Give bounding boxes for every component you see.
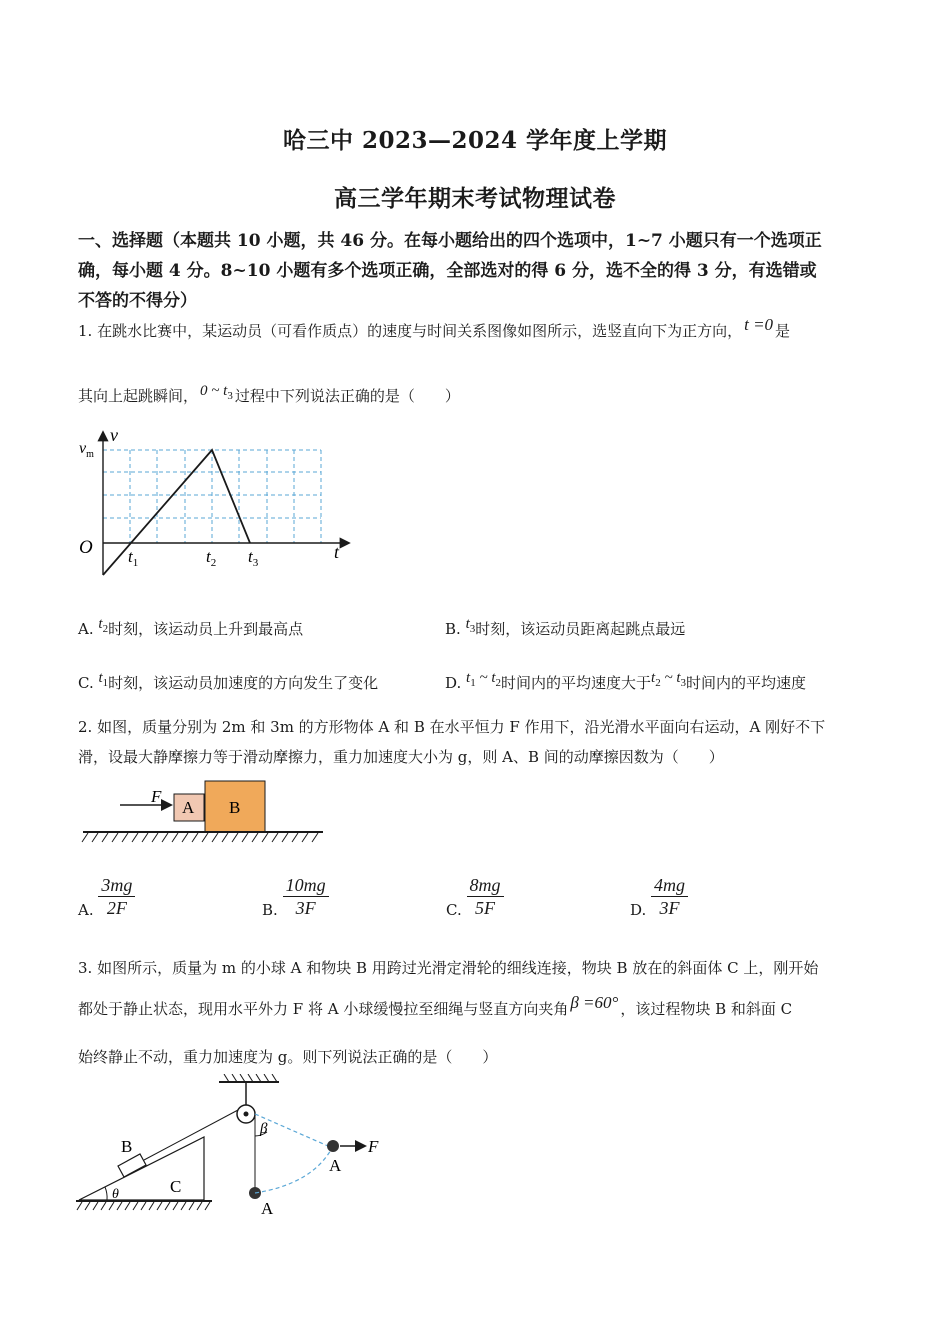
q3-ball-a-final-label: A [329, 1156, 342, 1175]
q2-block-a-label: A [182, 798, 195, 817]
q3-stem-line2: 都处于静止状态，现用水平外力 F 将 A 小球缓慢拉至细绳与竖直方向夹角 β =60° ，该过程物块 B 和斜面 C [78, 993, 793, 1018]
q2-figure [78, 778, 328, 850]
q3-beta-angle: β =60° [570, 993, 619, 1012]
q2-stem-line1: 2. 如图，质量分别为 2m 和 3m 的方形物体 A 和 B 在水平恒力 F 作用下，沿光滑水平面向右运动，A 刚好不下 [78, 718, 826, 736]
q1-graph-grid [103, 450, 321, 543]
q3-incline-c [79, 1137, 204, 1200]
q1-graph-origin: O [79, 537, 93, 558]
q3-force-label: F [368, 1137, 379, 1156]
q2-block-b-label: B [229, 798, 241, 817]
q2-option-a[interactable]: A. $\frac{3mg}{2F}$ [78, 874, 135, 919]
q1-graph-t2: $t_2$ [206, 547, 217, 569]
q1-graph-velocity-line [103, 450, 250, 575]
q2-option-b[interactable]: B. $\frac{10mg}{3F}$ [262, 874, 329, 919]
q2-option-d[interactable]: D. $\frac{4mg}{3F}$ [630, 874, 688, 919]
q1-stem-line2: 其向上起跳瞬间， 0 ~ $t_3$ 过程中下列说法正确的是（ ） [78, 383, 460, 405]
q1-option-a[interactable]: A. $t_2$时刻，该运动员上升到最高点 [78, 616, 304, 638]
q3-incline-label: C [170, 1177, 182, 1196]
q2-stem-line2: 滑，设最大静摩擦力等于滑动摩擦力，重力加速度大小为 g，则 A、B 间的动摩擦因数为（ ） [78, 748, 724, 766]
page-subtitle: 高三学年期末考试物理试卷 [334, 185, 616, 212]
q2-ground-hatch [82, 833, 318, 842]
q1-option-c[interactable]: C. $t_1$时刻，该运动员加速度的方向发生了变化 [78, 670, 379, 692]
section-instructions-line2: 确，每小题 4 分。8~10 小题有多个选项正确，全部选对的得 6 分，选不全的得 3 分，有选错或 [78, 261, 817, 281]
q3-stem-line3: 始终静止不动，重力加速度为 g。则下列说法正确的是（ ） [78, 1048, 498, 1066]
q3-ground-hatch [77, 1202, 210, 1210]
q1-t-zero: t =0 [744, 315, 774, 334]
q3-path-arc [255, 1148, 332, 1193]
q1-graph-y-label: v [110, 425, 118, 445]
q3-ball-a-final [327, 1140, 339, 1152]
q3-block-b-label: B [121, 1137, 133, 1156]
section-instructions-line1: 一、选择题（本题共 10 小题，共 46 分。在每小题给出的四个选项中，1~7 小题只有一个选项正 [78, 231, 822, 251]
q1-graph-x-label: t [334, 542, 340, 562]
page-title: 哈三中 2023—2024 学年度上学期 [282, 127, 668, 154]
section-instructions-line3: 不答的不得分） [78, 291, 197, 311]
q1-stem-line1: 1. 在跳水比赛中，某运动员（可看作质点）的速度与时间关系图像如图所示，选竖直向下为正方向， t =0 是 [78, 315, 791, 340]
q2-option-c[interactable]: C. $\frac{8mg}{5F}$ [446, 874, 504, 919]
q3-theta-label: θ [112, 1187, 119, 1202]
q3-ball-a-initial-label: A [261, 1199, 274, 1218]
q1-option-d[interactable]: D. $t_1$ ~ $t_2$时间内的平均速度大于$t_2$ ~ $t_3$时间内的平均速度 [445, 670, 807, 692]
q1-graph-vm-label: $v_m$ [79, 440, 94, 460]
q1-range: 0 ~ $t_3$ [200, 383, 233, 402]
q3-beta-label: β [260, 1121, 268, 1137]
q3-ceiling-hatch [224, 1074, 277, 1082]
q1-vt-graph [76, 425, 356, 585]
q1-graph-t3: $t_3$ [248, 547, 259, 569]
q2-force-label: F [151, 787, 162, 806]
q3-figure [74, 1074, 394, 1224]
q3-stem-line1: 3. 如图所示，质量为 m 的小球 A 和物块 B 用跨过光滑定滑轮的细线连接，物块 B 放在的斜面体 C 上，刚开始 [78, 959, 819, 977]
q1-option-b[interactable]: B. $t_3$时刻，该运动员距离起跳点最远 [445, 616, 686, 638]
q1-graph-t1: $t_1$ [128, 547, 139, 569]
